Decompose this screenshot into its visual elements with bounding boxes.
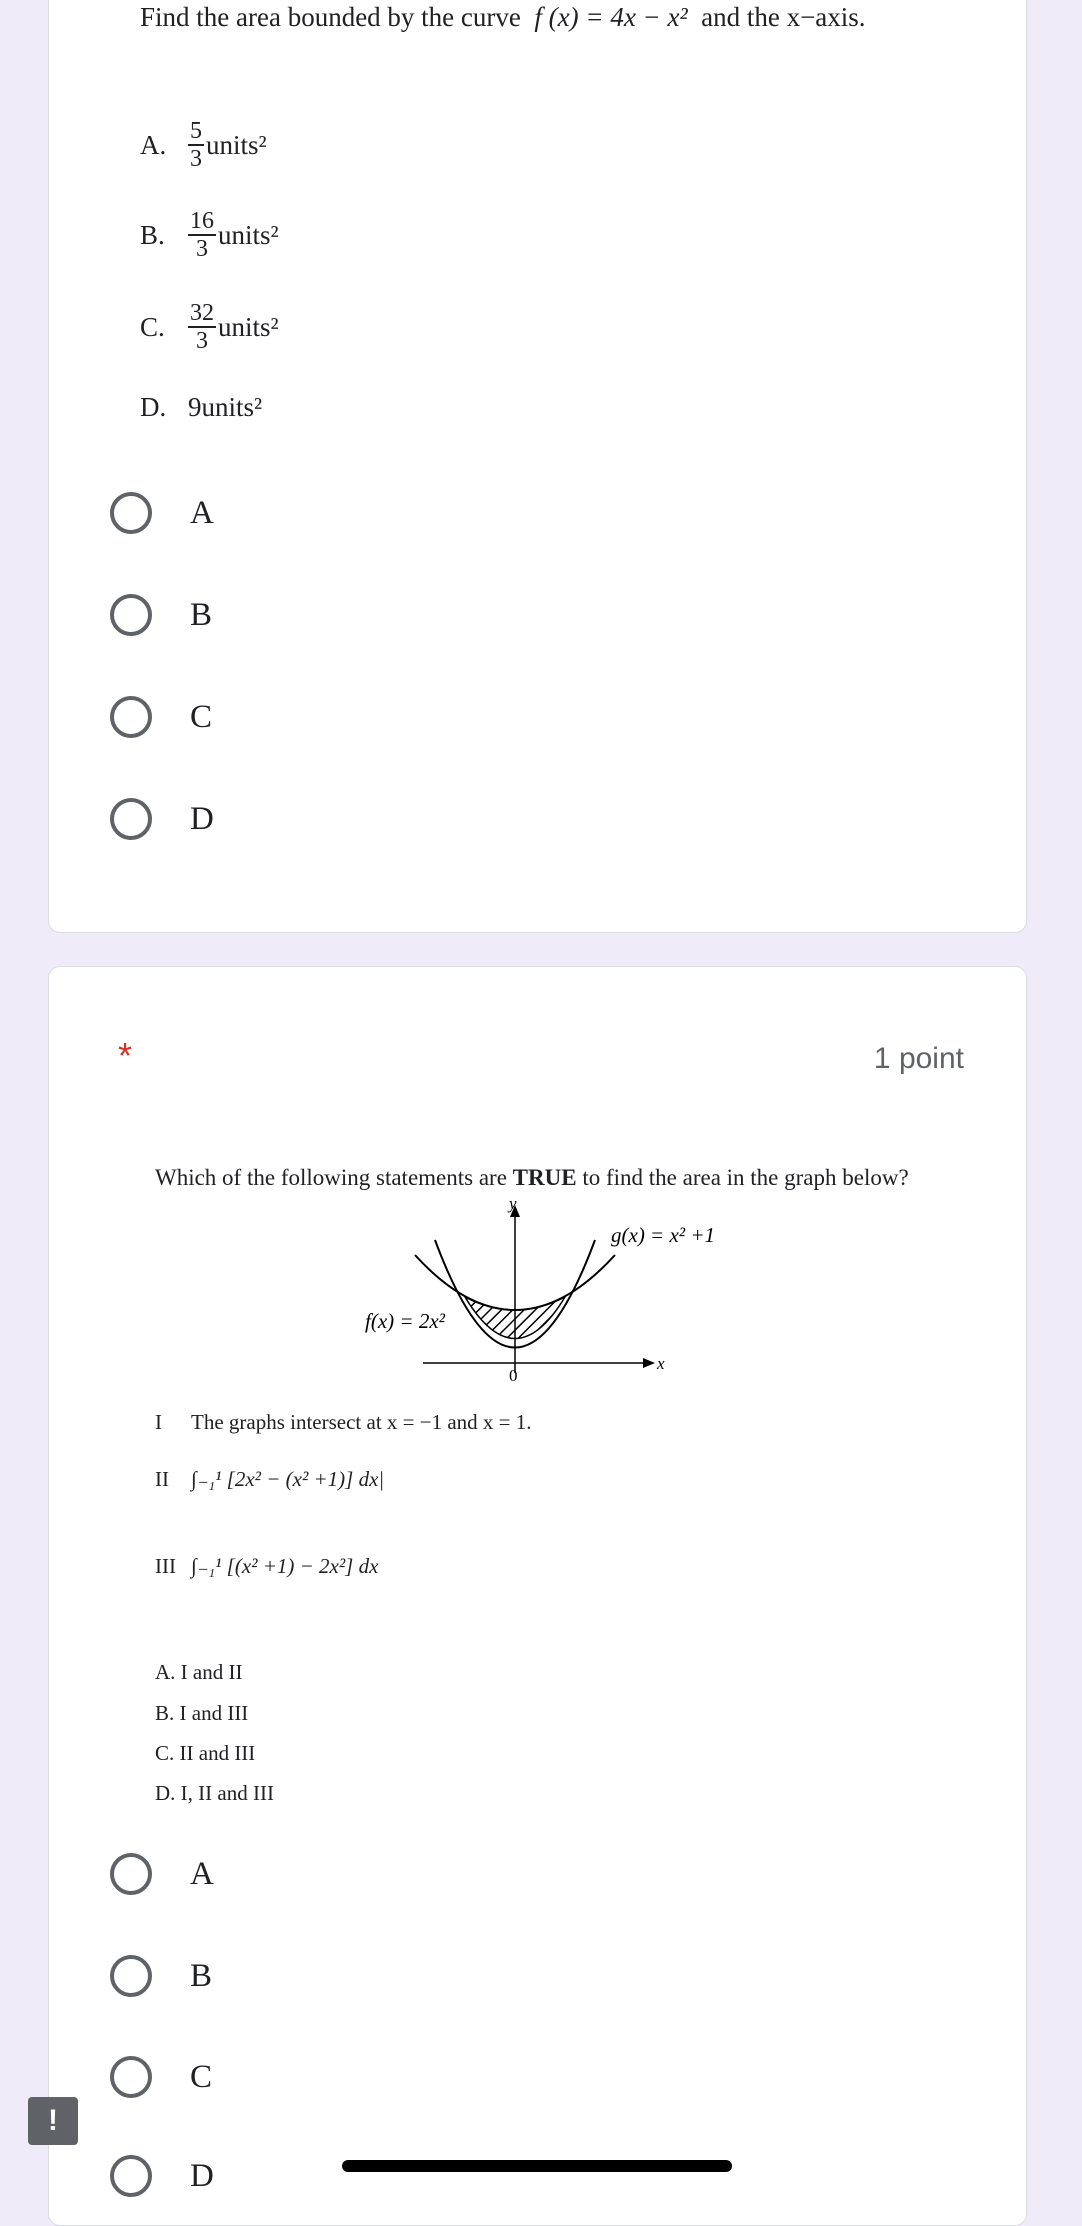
radio-button[interactable] — [110, 2155, 152, 2197]
x-axis-label: x — [657, 1354, 665, 1373]
question-1-text — [140, 2, 866, 33]
f-function-label: f(x) = 2x² — [365, 1309, 445, 1333]
area-graph — [355, 1195, 755, 1390]
radio-option-c[interactable]: C — [110, 2056, 212, 2098]
home-indicator[interactable] — [342, 2160, 732, 2172]
choice-c: C. II and III — [155, 1741, 256, 1765]
radio-option-c[interactable]: C — [110, 696, 212, 738]
question-1-prefix: Find the area bounded by the curve — [140, 2, 521, 32]
choice-d: D. I, II and III — [155, 1781, 274, 1805]
option-a-text: A. $\frac{5}{3}$ units² — [140, 118, 267, 173]
radio-button[interactable] — [110, 1853, 152, 1895]
radio-option-b[interactable]: B — [110, 1955, 212, 1997]
alert-icon[interactable]: ! — [28, 2097, 78, 2145]
required-asterisk: * — [118, 1035, 133, 1076]
option-d-text: D. 9units² — [140, 392, 263, 422]
question-2-text: Which of the following statements are TRUE to find the area in the graph below? — [155, 1165, 909, 1190]
radio-button[interactable] — [110, 696, 152, 738]
question-card-2 — [48, 966, 1027, 2226]
statement-1: I The graphs intersect at x = −1 and x = 1. — [155, 1410, 532, 1434]
y-axis-label: y — [509, 1195, 517, 1213]
radio-button[interactable] — [110, 1955, 152, 1997]
question-1-suffix: and the x−axis. — [701, 2, 866, 32]
radio-button[interactable] — [110, 594, 152, 636]
choice-b: B. I and III — [155, 1701, 249, 1725]
fraction: $\frac{5}{3}$ — [190, 118, 202, 173]
x-axis-arrow — [643, 1358, 655, 1368]
statement-2: II ∫₋₁¹ [2x² − (x² +1)] dx| — [155, 1467, 385, 1491]
radio-button[interactable] — [110, 2056, 152, 2098]
radio-button[interactable] — [110, 492, 152, 534]
radio-option-d[interactable]: D — [110, 798, 214, 840]
choice-a: A. I and II — [155, 1660, 243, 1684]
fraction: $\frac{16}{3}$ — [190, 208, 214, 263]
g-function-label: g(x) = x² +1 — [611, 1223, 716, 1247]
radio-option-a[interactable]: A — [110, 1853, 214, 1895]
question-1-formula: f (x) = 4x − x² — [534, 2, 688, 32]
radio-button[interactable] — [110, 798, 152, 840]
option-c-text: C. $\frac{32}{3}$ units² — [140, 300, 279, 355]
radio-option-a[interactable]: A — [110, 492, 214, 534]
radio-option-d[interactable]: D — [110, 2155, 214, 2197]
statement-3: III ∫₋₁¹ [(x² +1) − 2x²] dx — [155, 1554, 379, 1578]
radio-option-b[interactable]: B — [110, 594, 212, 636]
fraction: $\frac{32}{3}$ — [190, 300, 214, 355]
origin-label: 0 — [509, 1366, 518, 1385]
points-label: 1 point — [873, 1042, 964, 1075]
option-b-text: B. $\frac{16}{3}$ units² — [140, 208, 279, 263]
